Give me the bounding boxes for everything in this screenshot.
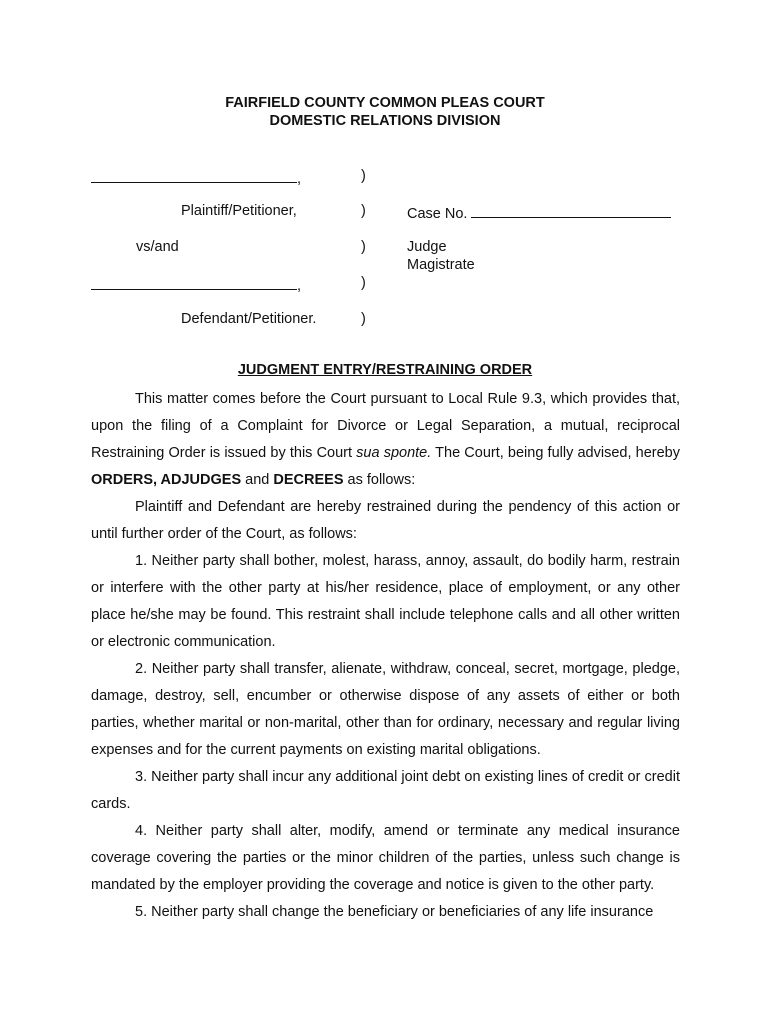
decrees: DECREES [273,472,344,488]
item-4: 4. Neither party shall alter, modify, amend or terminate any medical insurance coverage covering the parties or the minor children of the parties, unless such change is mandated by the employer providing the coverage and notice is given to the other party. [91,823,680,893]
caption-paren: ) [361,239,366,255]
intro-text: The Court, being fully advised, hereby [431,445,680,461]
item-2: 2. Neither party shall transfer, alienate, withdraw, conceal, secret, mortgage, pledge, damage, destroy, sell, encumber or otherwise dispose of any assets of either or both parties, whether marital or non-marital, other than for ordinary, necessary and regular living expenses and for the current payments on existing marital obligations. [91,661,680,758]
intro-paragraph [91,386,680,494]
caption-paren: ) [361,203,366,219]
item-1: 1. Neither party shall bother, molest, harass, annoy, assault, do bodily harm, restrain or interfere with the other party at his/her residence, place of employment, or any other place he/she may be found. This restraint shall include telephone calls and all other written or electronic communication. [91,553,680,650]
caption-paren: ) [361,275,366,291]
order-body [91,386,680,926]
division-name: DOMESTIC RELATIONS DIVISION [269,113,501,129]
document-title: JUDGMENT ENTRY/RESTRAINING ORDER [237,362,533,378]
case-no-blank [471,203,671,218]
comma: , [297,171,302,187]
defendant-name-line [91,275,301,294]
defendant-label: Defendant/Petitioner. [181,311,317,327]
vs-label: vs/and [136,239,179,255]
intro-text: This matter comes before the Court pursuant to Local Rule 9.3, which provides that, upon the filing of a Complaint for Divorce or Legal Separation, a mutual, reciprocal Restraining Order is issued by this Court [91,391,680,461]
plaintiff-name-line [91,168,301,187]
plaintiff-label: Plaintiff/Petitioner, [181,203,297,219]
defendant-name-blank [91,275,297,290]
item-3: 3. Neither party shall incur any additional joint debt on existing lines of credit or credit cards. [91,769,680,812]
plaintiff-name-blank [91,168,297,183]
court-name: FAIRFIELD COUNTY COMMON PLEAS COURT [225,95,545,111]
intro-text: as follows: [343,472,416,488]
restrained-paragraph: Plaintiff and Defendant are hereby restrained during the pendency of this action or until further order of the Court, as follows: [91,499,680,542]
court-header [0,94,770,130]
caption-paren: ) [361,168,366,184]
comma: , [297,278,302,294]
judge-label: Judge [407,239,447,255]
caption-paren: ) [361,311,366,327]
case-number [407,203,671,222]
magistrate-label: Magistrate [407,257,475,273]
item-5: 5. Neither party shall change the beneficiary or beneficiaries of any life insurance [135,904,654,920]
orders-adjudges: ORDERS, ADJUDGES [91,472,242,488]
intro-text: and [241,472,274,488]
sua-sponte: sua sponte. [356,445,432,461]
case-no-label: Case No. [407,206,468,222]
